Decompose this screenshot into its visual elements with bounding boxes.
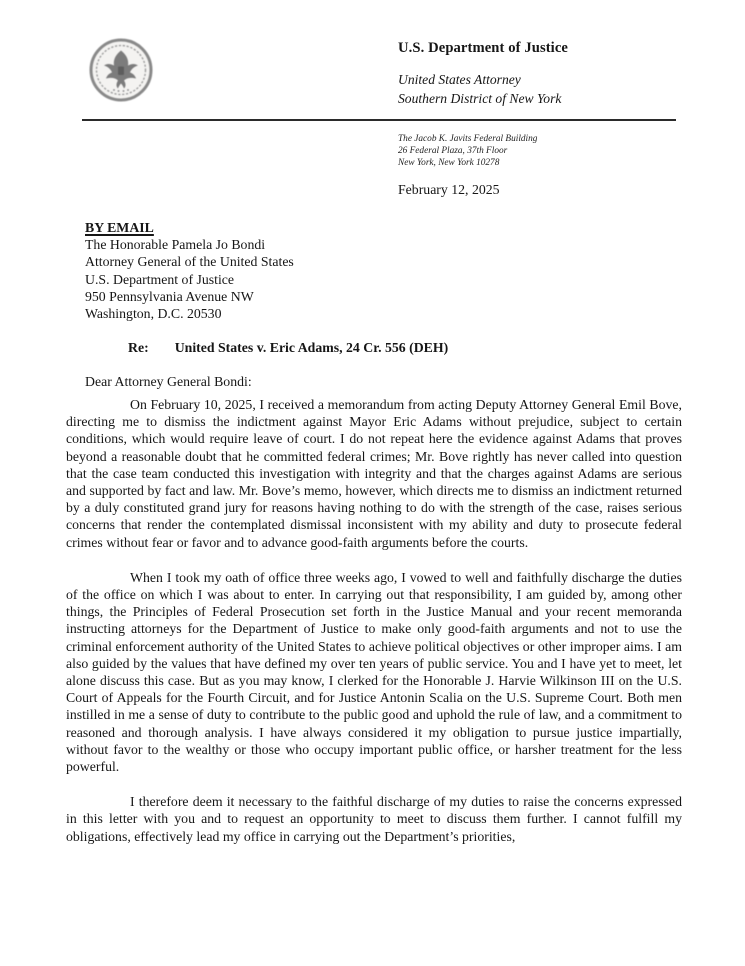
letter-body xyxy=(66,396,682,863)
letterhead-office xyxy=(398,71,561,108)
doj-eagle-seal-icon xyxy=(88,37,154,103)
building-address-line: 26 Federal Plaza, 37th Floor xyxy=(398,146,508,156)
salutation: Dear Attorney General Bondi: xyxy=(85,374,252,390)
building-address-line: New York, New York 10278 xyxy=(398,158,500,168)
recipient-line: Washington, D.C. 20530 xyxy=(85,306,222,322)
recipient-line: The Honorable Pamela Jo Bondi xyxy=(85,237,266,253)
letterhead-agency: U.S. Department of Justice xyxy=(398,40,568,56)
body-paragraph: On February 10, 2025, I received a memorandum from acting Deputy Attorney General Emil Bove, directing me to dismiss the indictment against Mayor Eric Adams without prejudice, subject to certain conditions, which would require leave of court. I do not repeat here the evidence against Adams that proves beyond a reasonable doubt that he committed federal crimes; Mr. Bove rightly has never called into question that the case team conducted this investigation with integrity and that the charges against Adams are serious and supported by fact and law. Mr. Bove’s memo, however, which directs me to dismiss an indictment returned by a duly constituted grand jury for reasons having nothing to do with the strength of the case, raises serious concerns that render the contemplated dismissal inconsistent with my ability and duty to prosecute federal crimes without fear or favor and to advance good-faith arguments before the courts. xyxy=(66,397,682,550)
recipient-line: 950 Pennsylvania Avenue NW xyxy=(85,288,254,304)
letterhead-office-line: Southern District of New York xyxy=(398,90,562,106)
recipient-block xyxy=(85,219,660,391)
delivery-method: BY EMAIL xyxy=(85,220,154,235)
building-address-line: The Jacob K. Javits Federal Building xyxy=(398,134,538,144)
re-subject: United States v. Eric Adams, 24 Cr. 556 (DEH) xyxy=(174,340,449,356)
letterhead-building-address xyxy=(398,133,537,169)
recipient-line: U.S. Department of Justice xyxy=(85,271,235,287)
doj-seal-graphic xyxy=(88,37,154,103)
letter-date: February 12, 2025 xyxy=(398,182,500,197)
recipient-line: Attorney General of the United States xyxy=(85,254,294,270)
letterhead-divider xyxy=(82,119,676,121)
body-paragraph: I therefore deem it necessary to the faithful discharge of my duties to raise the concerns expressed in this letter with you and to request an opportunity to meet to discuss them further. I cannot fulfill my obligations, effectively lead my office in carrying out the Department’s priorities, xyxy=(66,794,682,844)
body-paragraph: When I took my oath of office three weeks ago, I vowed to well and faithfully discharge the duties of the office on which I was about to enter. In carrying out that responsibility, I am guided by, among other things, the Principles of Federal Prosecution set forth in the Justice Manual and your recent memoranda instructing attorneys for the Department of Justice to make only good-faith arguments and not to use the criminal enforcement authority of the United States to achieve political objectives or other improper aims. I am also guided by the values that have defined my over ten years of public service. You and I have yet to meet, let alone discuss this case. But as you may know, I clerked for the Honorable J. Harvie Wilkinson III on the U.S. Court of Appeals for the Fourth Circuit, and for Justice Antonin Scalia on the U.S. Supreme Court. Both men instilled in me a sense of duty to contribute to the public good and uphold the rule of law, and a commitment to reasoned and thorough analysis. I have always considered it my obligation to pursue justice impartially, without favor to the wealthy or those who occupy important public office, or harsher treatment for the less powerful. xyxy=(66,569,682,775)
re-line xyxy=(128,339,660,356)
re-label: Re: xyxy=(128,340,149,356)
letterhead-office-line: United States Attorney xyxy=(398,72,521,87)
